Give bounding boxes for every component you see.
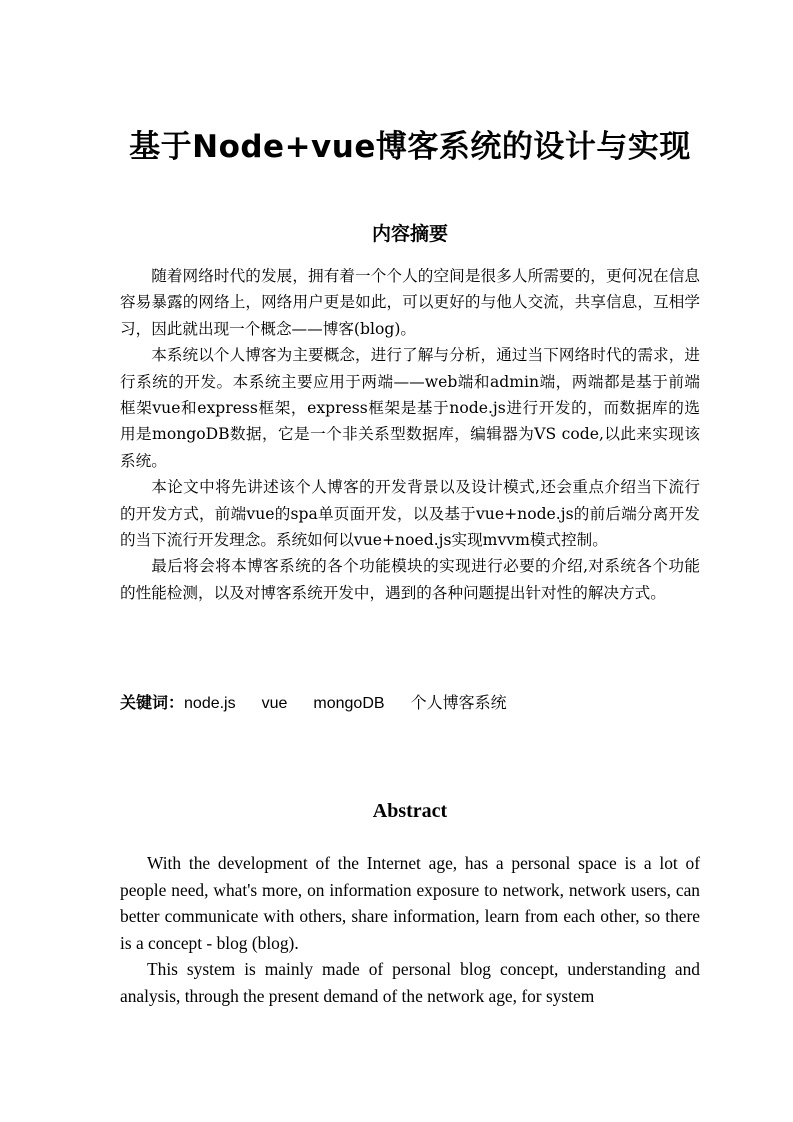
chinese-abstract-paragraph: 随着网络时代的发展，拥有着一个个人的空间是很多人所需要的，更何况在信息容易暴露的网络上，网络用户更是如此，可以更好的与他人交流，共享信息，互相学习，因此就出现一个概念——博客(blog)。	[120, 267, 700, 338]
english-abstract-body	[120, 850, 700, 1010]
keyword-item: mongoDB	[313, 695, 385, 712]
chinese-abstract-paragraph: 最后将会将本博客系统的各个功能模块的实现进行必要的介绍,对系统各个功能的性能检测，以及对博客系统开发中，遇到的各种问题提出针对性的解决方式。	[120, 557, 700, 602]
keyword-item: vue	[261, 695, 288, 712]
document-title: 基于Node+vue博客系统的设计与实现	[129, 129, 691, 165]
chinese-abstract-paragraph: 本系统以个人博客为主要概念，进行了解与分析，通过当下网络时代的需求，进行系统的开发。本系统主要应用于两端——web端和admin端，两端都是基于前端框架vue和express框架，express框架是基于node.js进行开发的，而数据库的选用是mongoDB数据，它是一个非关系型数据库，编辑器为VS code,以此来实现该系统。	[120, 346, 700, 470]
english-abstract-paragraph: This system is mainly made of personal blog concept, understanding and analysis, through the present demand of the network age, for system	[120, 959, 700, 1006]
english-abstract-paragraph: With the development of the Internet age, has a personal space is a lot of people need, what's more, on information exposure to network, network users, can better communicate with others, share information, learn from each other, so there is a concept - blog (blog).	[120, 853, 700, 953]
chinese-abstract-heading: 内容摘要	[371, 223, 448, 245]
chinese-abstract-paragraph: 本论文中将先讲述该个人博客的开发背景以及设计模式,还会重点介绍当下流行的开发方式，前端vue的spa单页面开发，以及基于vue+node.js的前后端分离开发的当下流行开发理念。系统如何以vue+noed.js实现mvvm模式控制。	[120, 478, 700, 550]
english-abstract-heading: Abstract	[372, 800, 448, 822]
keyword-item: node.js	[184, 695, 236, 712]
keywords-line	[120, 690, 700, 717]
keywords-label: 关键词：	[120, 693, 185, 712]
keyword-item: 个人博客系统	[410, 695, 507, 712]
chinese-abstract-body	[120, 263, 700, 606]
